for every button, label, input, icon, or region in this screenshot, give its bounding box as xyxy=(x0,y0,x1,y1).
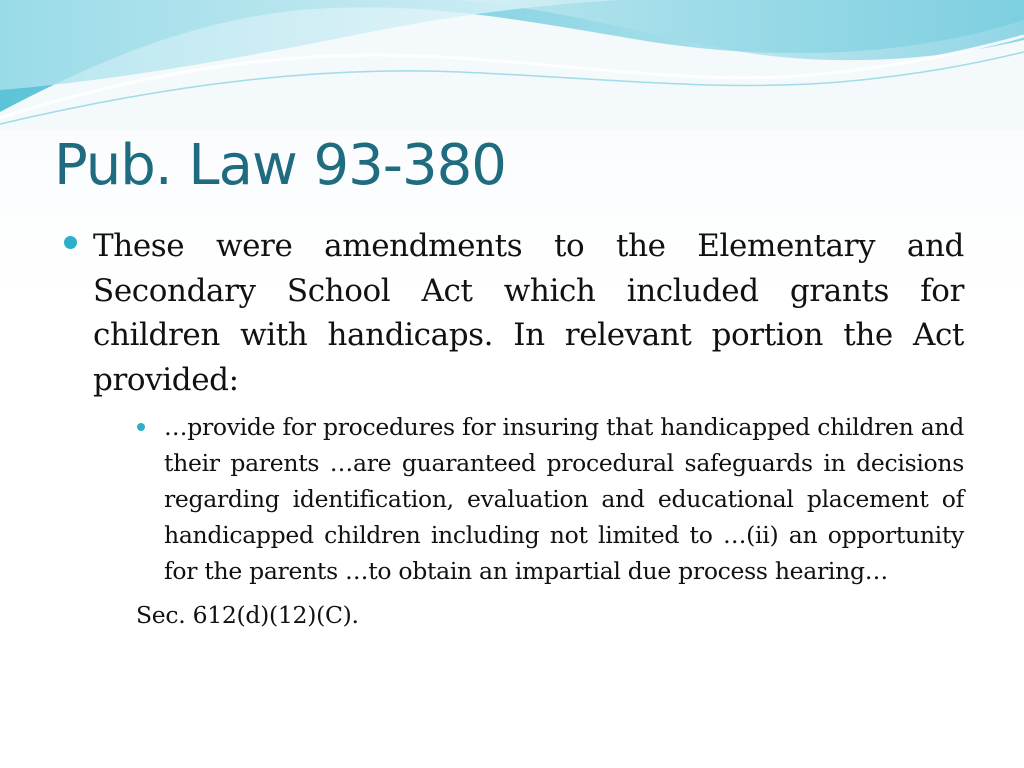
slide-title: Pub. Law 93-380 xyxy=(54,133,506,198)
citation-text: Sec. 612(d)(12)(C). xyxy=(136,601,359,629)
header-wave-decoration xyxy=(0,0,1024,130)
sub-bullet-text: …provide for procedures for insuring that handicapped children and their parents …are guaranteed procedural safeguards in decisions regarding identification, evaluation and educational placement of handicapped children including not limited to …(ii) an opportunity for the parents …to obtain an impartial due process hearing… xyxy=(164,413,964,585)
bullet-dot-icon xyxy=(64,236,77,249)
sub-bullet-dot-icon xyxy=(137,423,145,431)
sub-bullet-item xyxy=(164,409,964,589)
bullet-item xyxy=(64,224,964,402)
slide-body xyxy=(64,224,964,633)
bullet-text: These were amendments to the Elementary and Secondary School Act which included grants for children with handicaps. In relevant portion the Act provided: xyxy=(93,228,964,398)
